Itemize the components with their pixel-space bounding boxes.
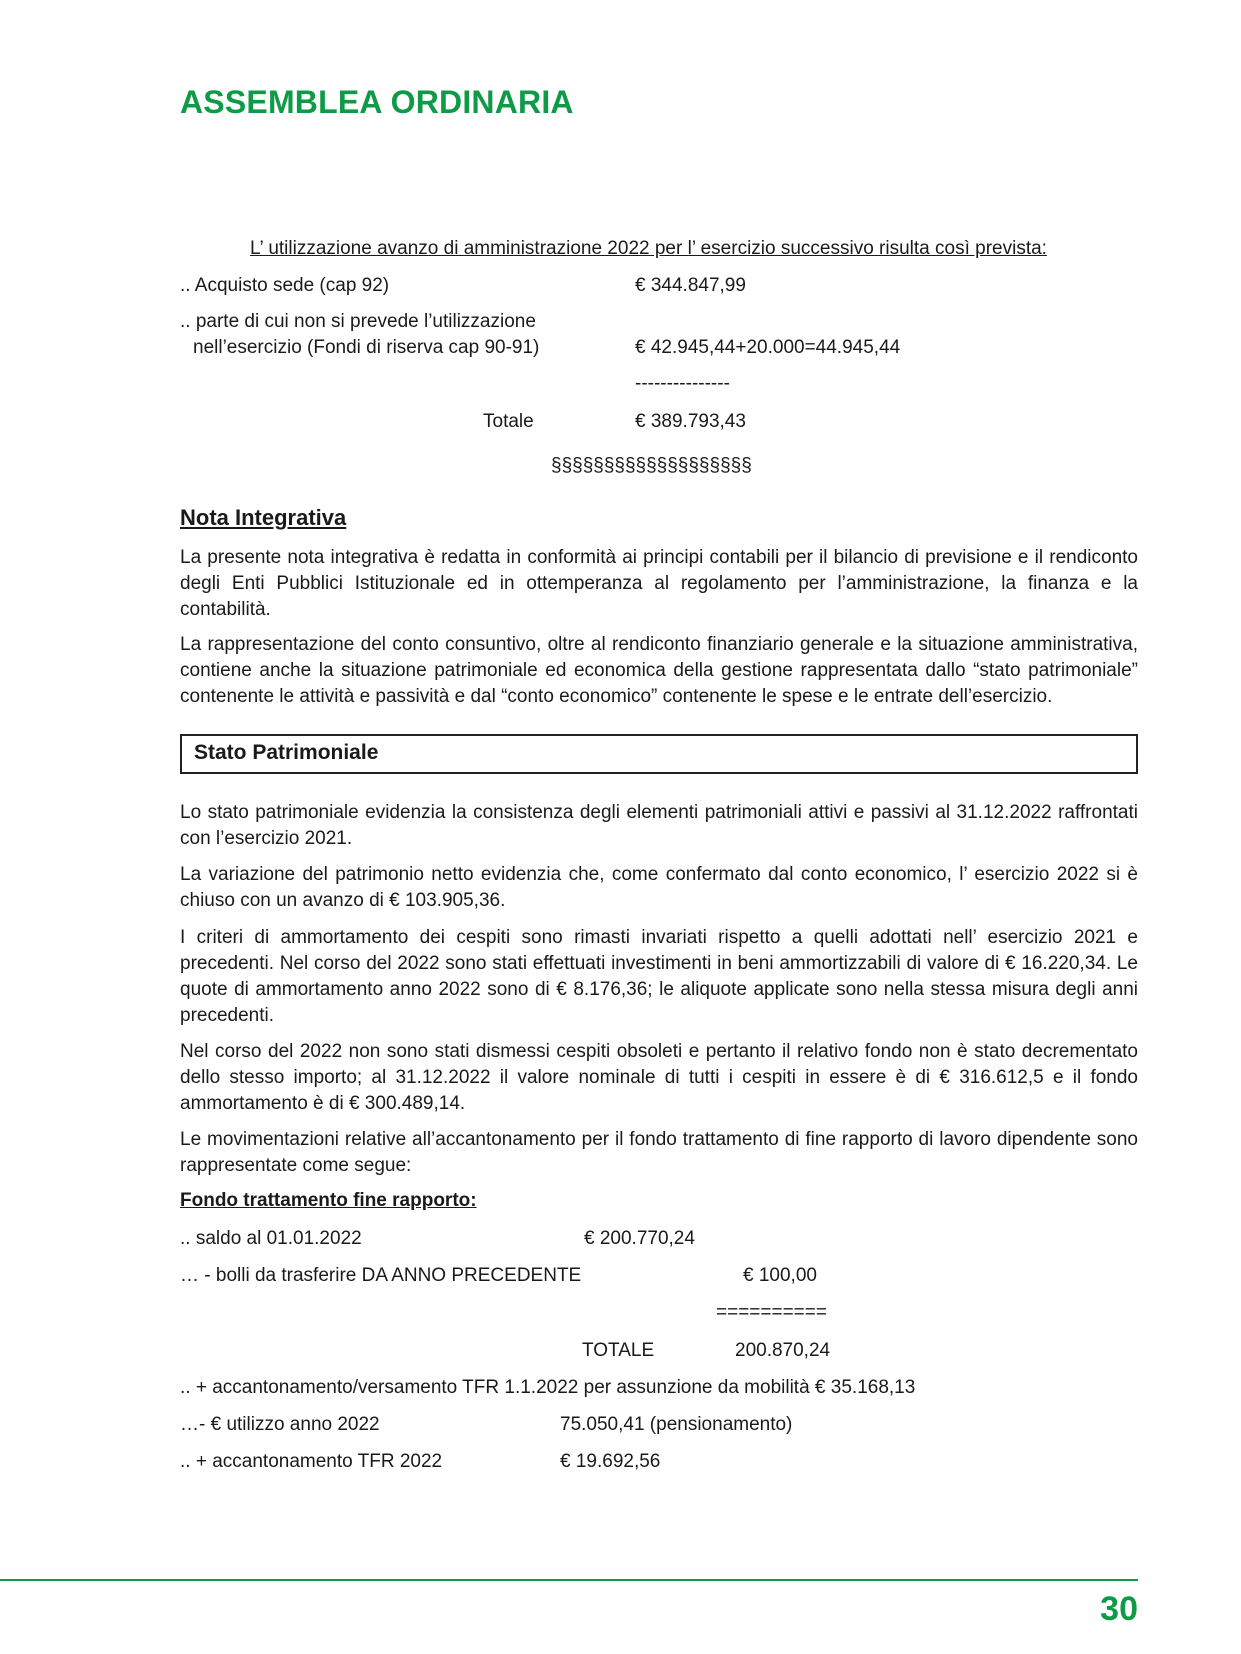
tfr-totale-label: TOTALE [582,1340,655,1361]
stato-paragraph-2: La variazione del patrimonio netto evidenzia che, come confermato dal conto economico, l’ esercizio 2022 si è chiuso con un avanzo di € 103.905,36. [180,864,1138,911]
tfr-accantonamento-value: € 19.692,56 [560,1451,661,1472]
tfr-utilizzo-value: 75.050,41 (pensionamento) [560,1414,793,1435]
stato-paragraph-5: Le movimentazioni relative all’accantonamento per il fondo trattamento di fine rapporto di lavoro dipendente sono rappresentate come segue: [180,1129,1138,1176]
stato-paragraph-4: Nel corso del 2022 non sono stati dismessi cespiti obsoleti e pertanto il relativo fondo non è stato decrementato dello stesso importo; al 31.12.2022 il valore nominale di tutti i cespiti in essere è di € 316.612,5 e il fondo ammortamento è di € 300.489,14. [180,1041,1138,1114]
avanzo-total-value: € 389.793,43 [635,411,746,432]
footer-rule [0,1579,1138,1581]
nota-heading: Nota Integrativa [180,505,347,530]
nota-paragraph-2: La rappresentazione del conto consuntivo, oltre al rendiconto finanziario generale e la situazione amministrativa, contiene anche la situazione patrimoniale ed economica della gestione rappresentata dallo “stato patrimoniale” contenente le attività e passività e dal “conto economico” contenente le spese e le entrate dell’esercizio. [180,634,1138,707]
avanzo-total-label: Totale [483,411,534,432]
stato-paragraph-1: Lo stato patrimoniale evidenzia la consistenza degli elementi patrimoniali attivi e passivi al 31.12.2022 raffrontati con l’esercizio 2021. [180,802,1138,849]
avanzo-separator: --------------- [635,373,730,394]
tfr-utilizzo-label: …- € utilizzo anno 2022 [180,1414,380,1435]
section-mark: §§§§§§§§§§§§§§§§§§§ [551,455,752,476]
tfr-heading: Fondo trattamento fine rapporto: [180,1190,477,1211]
tfr-accantonamento-mobilita: .. + accantonamento/versamento TFR 1.1.2022 per assunzione da mobilità € 35.168,13 [180,1377,916,1398]
avanzo-row2-label-line2: nell’esercizio (Fondi di riserva cap 90-91) [193,337,540,358]
tfr-bolli-label: … - bolli da trasferire DA ANNO PRECEDENTE [180,1265,582,1286]
stato-heading: Stato Patrimoniale [194,741,379,764]
stato-heading-box [180,734,1138,774]
avanzo-row2-label-line1: .. parte di cui non si prevede l’utilizzazione [180,311,536,332]
tfr-bolli-value: € 100,00 [743,1265,817,1286]
page-number: 30 [1100,1590,1138,1628]
avanzo-row1-label: .. Acquisto sede (cap 92) [180,275,390,296]
tfr-accantonamento-label: .. + accantonamento TFR 2022 [180,1451,443,1472]
avanzo-row2-value: € 42.945,44+20.000=44.945,44 [635,337,901,358]
avanzo-row1-value: € 344.847,99 [635,275,746,296]
stato-paragraph-3: I criteri di ammortamento dei cespiti sono rimasti invariati rispetto a quelli adottati nell’ esercizio 2021 e precedenti. Nel corso del 2022 sono stati effettuati investimenti in beni ammortizzabili di valore di € 16.220,34. Le quote di ammortamento anno 2022 sono di € 8.176,36; le aliquote applicate sono nella stessa misura degli anni precedenti. [180,927,1138,1026]
tfr-saldo-label: .. saldo al 01.01.2022 [180,1228,362,1249]
tfr-totale-value: 200.870,24 [735,1340,831,1361]
page-title: ASSEMBLEA ORDINARIA [180,84,574,120]
nota-paragraph-1: La presente nota integrativa è redatta in conformità ai principi contabili per il bilancio di previsione e il rendiconto degli Enti Pubblici Istituzionale ed in ottemperanza al regolamento per l’amministrazione, la finanza e la contabilità. [180,547,1138,620]
tfr-separator: ========== [716,1302,827,1323]
avanzo-intro: L’ utilizzazione avanzo di amministrazione 2022 per l’ esercizio successivo risulta così prevista: [250,238,1047,259]
tfr-saldo-value: € 200.770,24 [584,1228,695,1249]
